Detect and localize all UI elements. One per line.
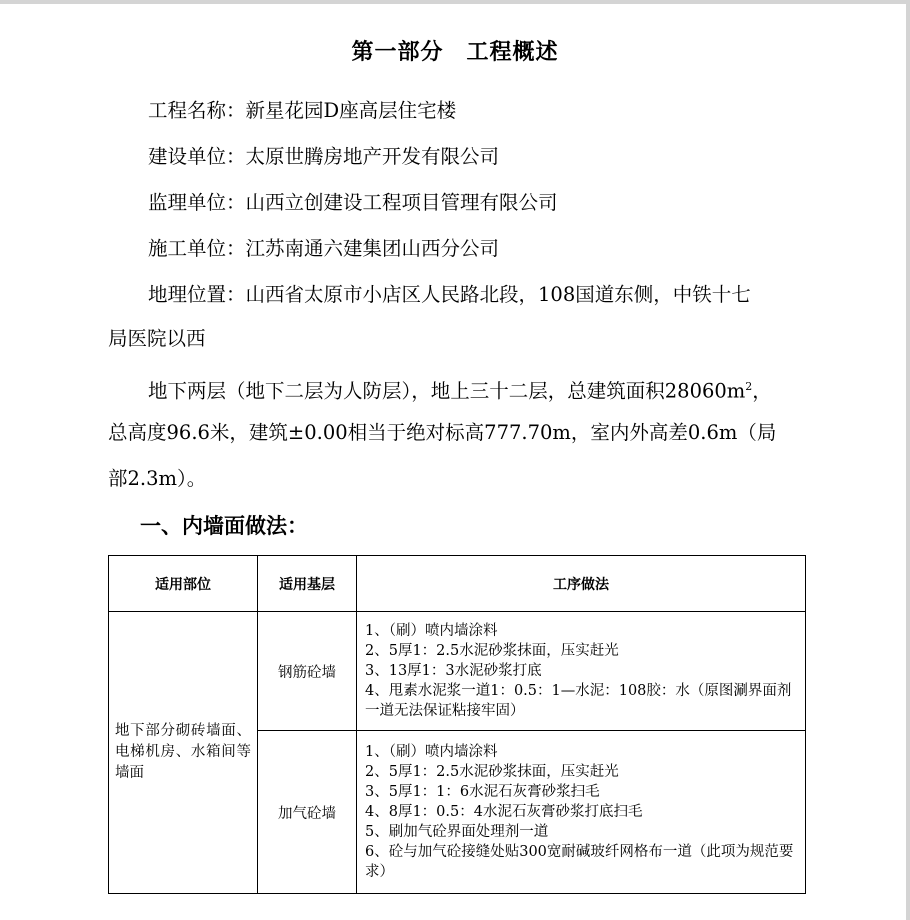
header-base: 适用基层	[258, 556, 357, 612]
info-value: 太原世腾房地产开发有限公司	[245, 145, 500, 168]
header-part: 适用部位	[109, 556, 258, 612]
cell-part: 地下部分砌砖墙面、电梯机房、水箱间等墙面	[109, 612, 258, 894]
step-item: 6、砼与加气砼接缝处贴300宽耐碱玻纤网格布一道（此项为规范要求）	[365, 844, 794, 880]
cell-base: 钢筋砼墙	[258, 612, 357, 731]
info-value: 新星花园D座高层住宅楼	[245, 99, 457, 122]
step-item: 4、8厚1：0.5：4水泥石灰膏砂浆打底扫毛	[365, 804, 643, 820]
step-item: 1、（刷）喷内墙涂料	[365, 623, 498, 639]
info-location	[148, 272, 751, 318]
page-top-edge	[0, 0, 910, 4]
info-label: 监理单位：	[148, 191, 246, 214]
table-header-row	[109, 556, 806, 612]
cell-steps	[357, 612, 806, 731]
header-process: 工序做法	[357, 556, 806, 612]
section-title: 一、内墙面做法：	[140, 513, 308, 538]
info-supervisor	[148, 180, 558, 226]
overview-line-3: 部2.3m）。	[108, 467, 207, 490]
table-row	[109, 612, 806, 731]
info-value: 山西省太原市小店区人民路北段，108国道东侧，中铁十七	[245, 283, 751, 306]
info-label: 建设单位：	[148, 145, 246, 168]
overview-line-2: 总高度96.6米，建筑±0.00相当于绝对标高777.70m，室内外高差0.6m（局	[108, 421, 777, 444]
info-label: 施工单位：	[148, 237, 246, 260]
wall-finish-table	[108, 555, 806, 894]
overview-text: 地下两层（地下二层为人防层），地上三十二层，总建筑面积28060m	[148, 379, 746, 403]
step-item: 1、（刷）喷内墙涂料	[365, 744, 498, 760]
step-item: 5、刷加气砼界面处理剂一道	[365, 824, 549, 840]
step-item: 2、5厚1：2.5水泥砂浆抹面，压实赶光	[365, 764, 619, 780]
cell-steps	[357, 731, 806, 894]
cell-base: 加气砼墙	[258, 731, 357, 894]
step-item: 2、5厚1：2.5水泥砂浆抹面，压实赶光	[365, 643, 619, 659]
overview-line-1	[148, 364, 772, 415]
step-item: 3、13厚1：3水泥砂浆打底	[365, 663, 542, 679]
info-value: 江苏南通六建集团山西分公司	[245, 237, 500, 260]
page-right-edge	[906, 0, 910, 920]
info-project-name	[148, 88, 456, 134]
step-item: 3、5厚1：1：6水泥石灰膏砂浆扫毛	[365, 784, 600, 800]
info-value: 山西立创建设工程项目管理有限公司	[245, 191, 558, 214]
page-title: 第一部分 工程概述	[351, 39, 559, 65]
info-contractor	[148, 226, 499, 272]
overview-text: ，	[752, 379, 772, 403]
step-item: 4、甩素水泥浆一道1：0.5：1—水泥：108胶：水（原图涮界面剂一道无法保证粘接牢固）	[365, 683, 792, 719]
superscript: 2	[745, 380, 753, 393]
info-label: 工程名称：	[148, 99, 246, 122]
info-developer	[148, 134, 499, 180]
info-label: 地理位置：	[148, 283, 246, 306]
info-location-cont: 局医院以西	[108, 327, 206, 350]
